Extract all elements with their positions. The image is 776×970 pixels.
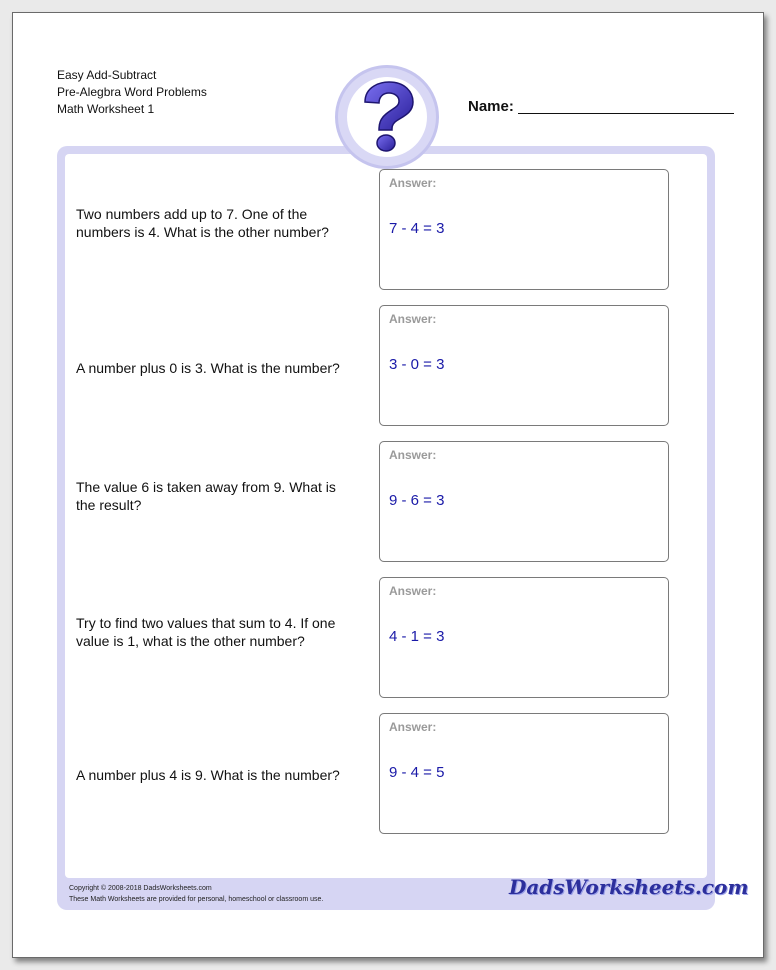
answer-label: Answer: <box>389 584 437 598</box>
worksheet-page <box>12 12 764 958</box>
question-text: Try to find two values that sum to 4. If one value is 1, what is the other number? <box>76 615 336 649</box>
worksheet-title-block <box>57 67 207 118</box>
name-field[interactable] <box>518 113 734 114</box>
answer-value: 9 - 4 = 5 <box>389 764 445 781</box>
question-text: A number plus 4 is 9. What is the number? <box>76 767 340 783</box>
question-badge <box>335 65 439 169</box>
answer-label: Answer: <box>389 720 437 734</box>
footer-notice <box>69 883 323 905</box>
question-mark-icon <box>355 80 419 154</box>
brand-logo: DadsWorksheets.com <box>509 875 749 899</box>
worksheet-topic: Pre-Alegbra Word Problems <box>57 85 207 99</box>
answer-box[interactable] <box>379 441 669 562</box>
answer-box[interactable] <box>379 169 669 290</box>
answer-label: Answer: <box>389 448 437 462</box>
answer-value: 3 - 0 = 3 <box>389 356 445 373</box>
answer-box[interactable] <box>379 577 669 698</box>
copyright-text: Copyright © 2008-2018 DadsWorksheets.com <box>69 885 212 892</box>
question-text: Two numbers add up to 7. One of the numbers is 4. What is the other number? <box>76 206 329 240</box>
usage-note: These Math Worksheets are provided for personal, homeschool or classroom use. <box>69 896 324 903</box>
answer-value: 7 - 4 = 3 <box>389 220 445 237</box>
question-text: The value 6 is taken away from 9. What is the result? <box>76 479 336 513</box>
answer-label: Answer: <box>389 312 437 326</box>
answer-box[interactable] <box>379 305 669 426</box>
name-label: Name: <box>468 98 514 115</box>
question-text: A number plus 0 is 3. What is the number? <box>76 360 340 376</box>
answer-box[interactable] <box>379 713 669 834</box>
answer-value: 4 - 1 = 3 <box>389 628 445 645</box>
worksheet-level: Easy Add-Subtract <box>57 68 157 82</box>
answer-value: 9 - 6 = 3 <box>389 492 445 509</box>
worksheet-number: Math Worksheet 1 <box>57 102 155 116</box>
answer-label: Answer: <box>389 176 437 190</box>
